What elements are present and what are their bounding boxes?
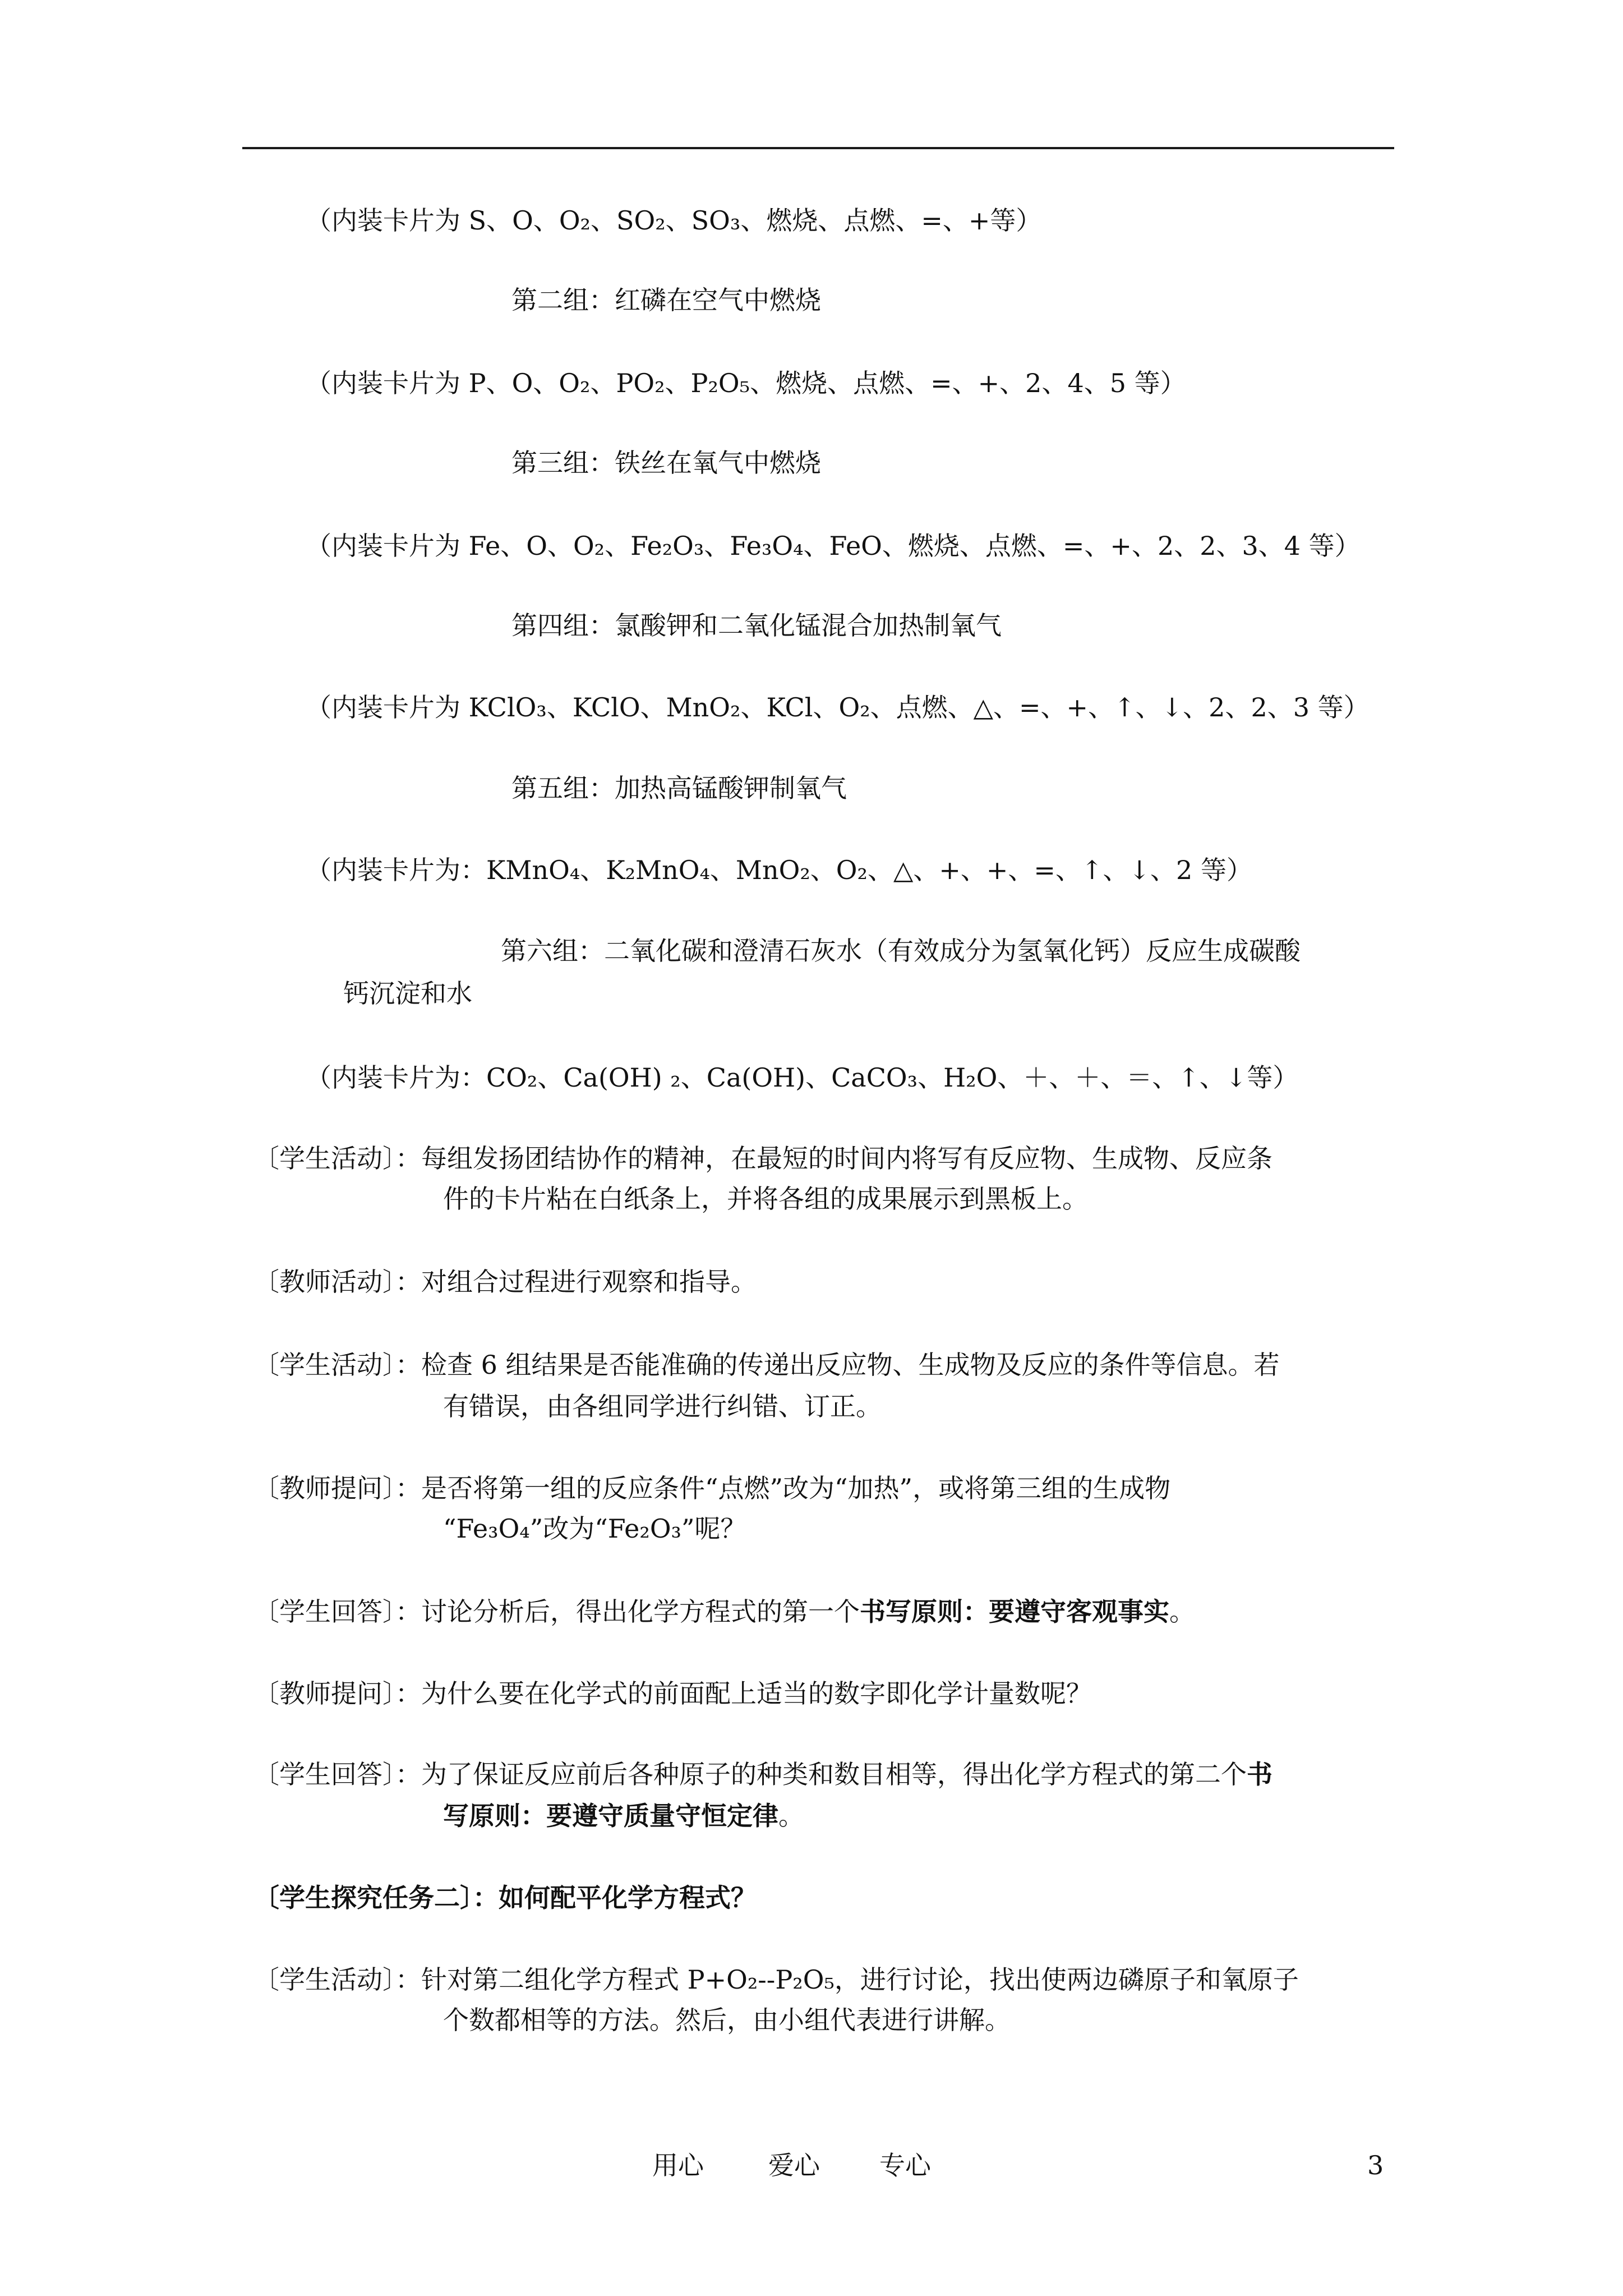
group2-cards: （内装卡片为 P、O、O₂、PO₂、P₂O₅、燃烧、点燃、=、+、2、4、5 等） xyxy=(306,368,1186,398)
student-activity-1-line2: 件的卡片粘在白纸条上，并将各组的成果展示到黑板上。 xyxy=(443,1184,1088,1214)
student-answer-2-suffix: 。 xyxy=(778,1801,804,1831)
student-activity-3-line2: 个数都相等的方法。然后，由小组代表进行讲解。 xyxy=(443,2005,1011,2035)
inquiry-task-2-heading: 〔学生探究任务二〕：如何配平化学方程式？ xyxy=(253,1883,757,1913)
writing-principle-2-rest: 写原则：要遵守质量守恒定律 xyxy=(443,1801,778,1831)
group5-title: 第五组：加热高锰酸钾制氧气 xyxy=(511,773,847,803)
student-answer-2-line1 xyxy=(253,1755,1272,1794)
student-answer-1 xyxy=(253,1592,1195,1631)
header-rule xyxy=(242,147,1394,149)
group3-cards: （内装卡片为 Fe、O、O₂、Fe₂O₃、Fe₃O₄、FeO、燃烧、点燃、=、+、2、2、3、4 等） xyxy=(306,531,1361,561)
teacher-activity-line: 〔教师活动〕：对组合过程进行观察和指导。 xyxy=(253,1267,757,1297)
group6-title-line1: 第六组：二氧化碳和澄清石灰水（有效成分为氢氧化钙）反应生成碳酸 xyxy=(501,936,1301,966)
writing-principle-1: 书写原则：要遵守客观事实 xyxy=(860,1596,1169,1627)
footer-motto-3: 专心 xyxy=(879,2150,931,2180)
student-activity-1-line1: 〔学生活动〕：每组发扬团结协作的精神，在最短的时间内将写有反应物、生成物、反应条 xyxy=(253,1143,1272,1174)
student-answer-1-suffix: 。 xyxy=(1169,1596,1195,1627)
writing-principle-2-start: 书 xyxy=(1247,1759,1272,1789)
group1-cards: （内装卡片为 S、O、O₂、SO₂、SO₃、燃烧、点燃、=、+等） xyxy=(306,205,1042,236)
footer-motto-2: 爱心 xyxy=(768,2150,820,2180)
student-activity-2-line2: 有错误，由各组同学进行纠错、订正。 xyxy=(443,1391,882,1421)
student-answer-2-prefix: 〔学生回答〕：为了保证反应前后各种原子的种类和数目相等，得出化学方程式的第二个 xyxy=(253,1759,1247,1789)
teacher-question-1-line1: 〔教师提问〕：是否将第一组的反应条件“点燃”改为“加热”，或将第三组的生成物 xyxy=(253,1473,1171,1503)
group4-title: 第四组：氯酸钾和二氧化锰混合加热制氧气 xyxy=(511,610,1002,641)
teacher-question-1-line2: “Fe₃O₄”改为“Fe₂O₃”呢？ xyxy=(443,1513,746,1544)
group3-title: 第三组：铁丝在氧气中燃烧 xyxy=(511,448,821,478)
group6-cards: （内装卡片为：CO₂、Ca(OH) ₂、Ca(OH)、CaCO₃、H₂O、＋、＋、＝、↑、↓等） xyxy=(306,1062,1299,1093)
teacher-question-2-line: 〔教师提问〕：为什么要在化学式的前面配上适当的数字即化学计量数呢？ xyxy=(253,1678,1092,1709)
student-answer-1-prefix: 〔学生回答〕：讨论分析后，得出化学方程式的第一个 xyxy=(253,1596,860,1627)
page-number: 3 xyxy=(1367,2150,1384,2180)
student-activity-3-line1: 〔学生活动〕：针对第二组化学方程式 P+O₂--P₂O₅，进行讨论，找出使两边磷原子和氧原子 xyxy=(253,1964,1299,1995)
student-answer-2-line2 xyxy=(443,1796,804,1835)
group5-cards: （内装卡片为：KMnO₄、K₂MnO₄、MnO₂、O₂、△、+、+、=、↑、↓、2 等） xyxy=(306,855,1252,885)
group4-cards: （内装卡片为 KClO₃、KClO、MnO₂、KCl、O₂、点燃、△、=、+、↑、↓、2、2、3 等） xyxy=(306,692,1370,723)
group6-title-line2: 钙沉淀和水 xyxy=(343,978,472,1009)
student-activity-2-line1: 〔学生活动〕：检查 6 组结果是否能准确的传递出反应物、生成物及反应的条件等信息。若 xyxy=(253,1350,1280,1380)
footer-motto-1: 用心 xyxy=(652,2150,704,2180)
group2-title: 第二组：红磷在空气中燃烧 xyxy=(511,285,821,315)
